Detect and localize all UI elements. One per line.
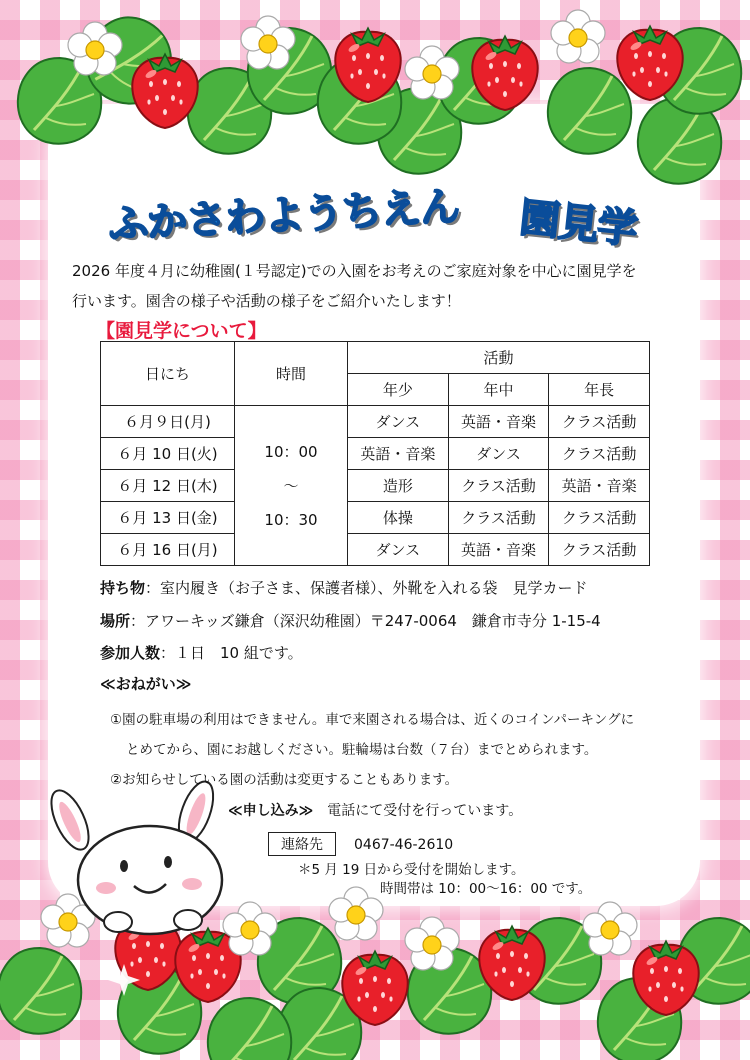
cell-nencho: クラス活動	[549, 534, 650, 566]
header-activity: 活動	[348, 342, 650, 374]
cell-date: ６月 12 日(木)	[101, 470, 235, 502]
table-row	[101, 502, 650, 534]
time-tilde: ～	[283, 476, 299, 495]
cell-nenchu: クラス活動	[448, 470, 549, 502]
intro-text	[72, 256, 692, 316]
place-line	[100, 610, 601, 631]
header-nensho: 年少	[348, 374, 449, 406]
header-date: 日にち	[101, 342, 235, 406]
flower-icon	[583, 902, 637, 955]
cell-nensho: 英語・音楽	[348, 438, 449, 470]
cell-nencho: クラス活動	[549, 502, 650, 534]
belongings-text: ：室内履き（お子さま、保護者様）、外靴を入れる袋 見学カード	[145, 579, 588, 597]
count-label: 参加人数	[100, 644, 161, 662]
page-title	[107, 178, 668, 253]
apply-text: 電話にて受付を行っています。	[313, 803, 523, 819]
count-text: ：１日 10 組です。	[160, 644, 303, 662]
belongings-line	[100, 577, 588, 598]
request-item: ①園の駐車場の利用はできません。車で来園される場合は、近くのコインパーキングに	[110, 712, 635, 728]
table-row	[101, 406, 650, 438]
request-item: とめてから、園にお越しください。駐輪場は台数（７台）までとめられます。	[126, 742, 598, 758]
header-nencho: 年長	[549, 374, 650, 406]
time-start: 10：00	[264, 442, 318, 461]
flower-icon	[223, 902, 277, 955]
section-heading: 【園見学について】	[96, 320, 267, 342]
title-visit: 園見学	[517, 194, 639, 253]
note-line: 時間帯は 10：00～16：00 です。	[380, 881, 592, 897]
table-row	[101, 470, 650, 502]
title-kindergarten: ふかさわようちえん	[107, 183, 461, 249]
contact-phone: 0467-46-2610	[354, 837, 454, 853]
apply-line	[228, 800, 522, 820]
requests-heading: ≪おねがい≫	[100, 675, 192, 693]
cell-date: ６月 10 日(火)	[101, 438, 235, 470]
cell-date: ６月９日(月)	[101, 406, 235, 438]
belongings-label: 持ち物	[100, 579, 146, 597]
cell-nencho: クラス活動	[549, 438, 650, 470]
cell-nenchu: クラス活動	[448, 502, 549, 534]
place-text: ：アワーキッズ鎌倉（深沢幼稚園）〒247-0064 鎌倉市寺分 1-15-4	[130, 612, 601, 630]
contact-line	[268, 832, 453, 856]
contact-label: 連絡先	[268, 832, 336, 856]
header-time: 時間	[235, 342, 348, 406]
cell-nenchu: 英語・音楽	[448, 534, 549, 566]
cell-nencho: 英語・音楽	[549, 470, 650, 502]
flower-icon	[551, 10, 605, 63]
flower-icon	[241, 16, 295, 69]
cell-nenchu: ダンス	[448, 438, 549, 470]
count-line	[100, 642, 303, 663]
header-nenchu: 年中	[448, 374, 549, 406]
top-garland	[18, 6, 741, 184]
note-line: ＊5 月 19 日から受付を開始します。	[298, 862, 525, 878]
cell-nenchu: 英語・音楽	[448, 406, 549, 438]
cell-nensho: ダンス	[348, 406, 449, 438]
intro-line: 2026 年度４月に幼稚園(１号認定)での入園をお考えのご家庭対象を中心に園見学を	[72, 262, 637, 280]
cell-date: ６月 13 日(金)	[101, 502, 235, 534]
flower-icon	[405, 917, 459, 970]
table-row	[101, 438, 650, 470]
request-item: ②お知らせしている園の活動は変更することもあります。	[110, 772, 459, 788]
place-label: 場所	[100, 612, 131, 630]
cell-time	[235, 406, 348, 566]
time-end: 10：30	[264, 510, 318, 529]
intro-line: 行います。園舎の様子や活動の様子をご紹介いたします！	[72, 292, 461, 310]
cell-nensho: 体操	[348, 502, 449, 534]
table-row	[101, 534, 650, 566]
cell-date: ６月 16 日(月)	[101, 534, 235, 566]
cell-nensho: ダンス	[348, 534, 449, 566]
cell-nencho: クラス活動	[549, 406, 650, 438]
schedule-table	[100, 341, 650, 566]
apply-label: ≪申し込み≫	[228, 803, 314, 819]
flower-icon	[329, 887, 383, 940]
cell-nensho: 造形	[348, 470, 449, 502]
